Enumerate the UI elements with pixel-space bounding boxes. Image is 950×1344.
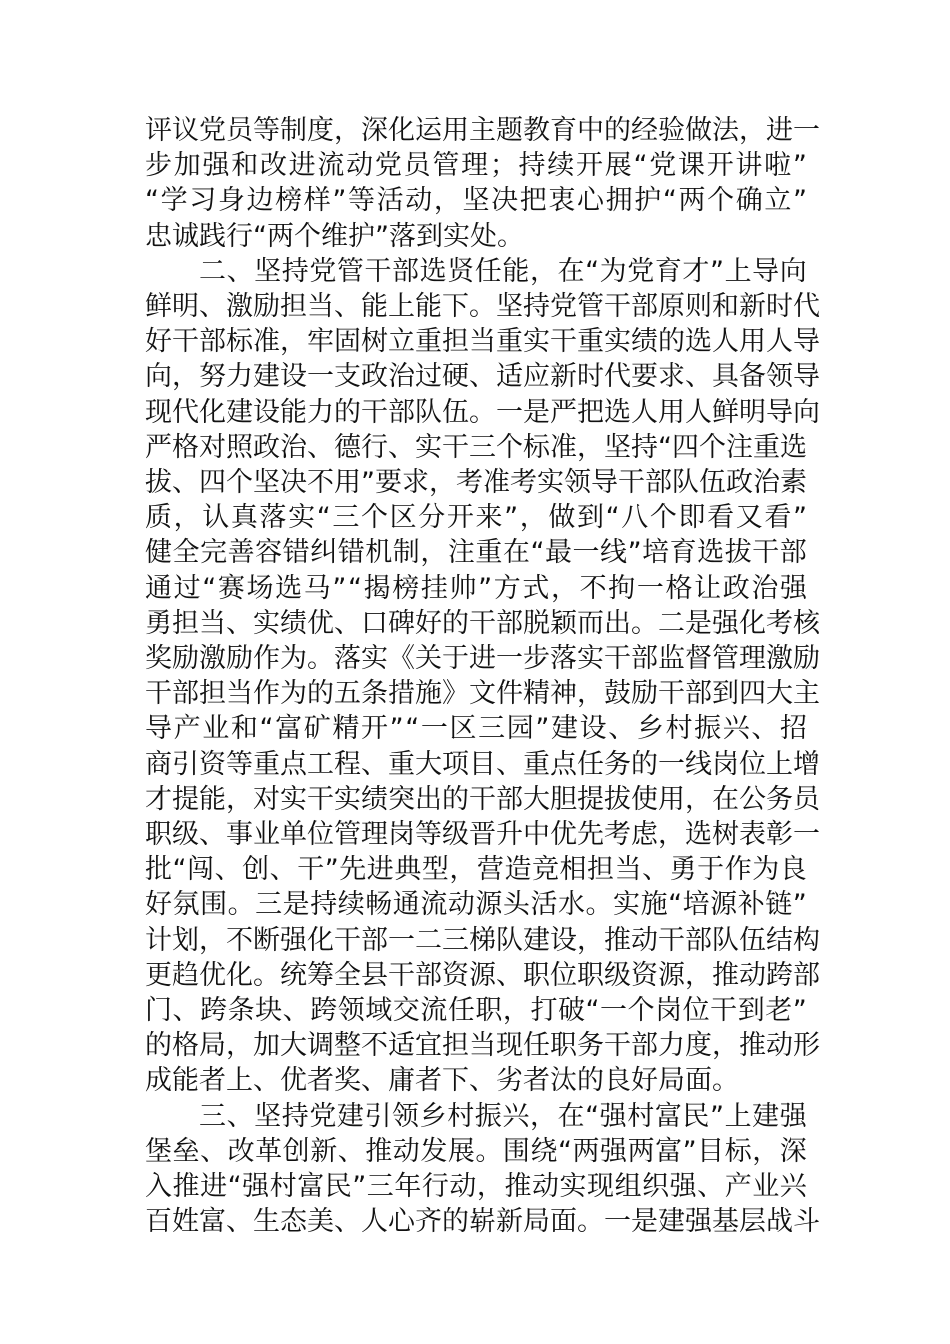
text-line: 入 推 进 “ 强 村 富 民 ” 三 年 行 动 ， 推 动 实 现 组 织 强 、 产 业 兴	[145, 1171, 807, 1203]
text-line: 职 级 、 事 业 单 位 管 理 岗 等 级 晋 升 中 优 先 考 虑 ， 选 树 表 彰 一	[145, 819, 820, 851]
text-line: 质 ， 认 真 落 实 “ 三 个 区 分 开 来 ” ， 做 到 “ 八 个 即 看 又 看 ”	[145, 502, 807, 534]
text-line: 堡 垒 、 改 革 创 新 、 推 动 发 展 。 围 绕 “ 两 强 两 富 ” 目 标 ， 深	[145, 1135, 807, 1167]
text-line: 忠诚践行“两个维护”落到实处。	[145, 220, 524, 252]
paragraph-1	[145, 113, 820, 254]
paragraph-2	[145, 254, 820, 1099]
text-line: 好 氛 围 。 三 是 持 续 畅 通 流 动 源 头 活 水 。 实 施 “ 培 源 补 链 ”	[145, 889, 807, 921]
text-line: 通 过 “ 赛 场 选 马 ” “ 揭 榜 挂 帅 ” 方 式 ， 不 拘 一 格 让 政 治 强	[145, 572, 807, 604]
text-line: 百 姓 富 、 生 态 美 、 人 心 齐 的 崭 新 局 面 。 一 是 建 强 基 层 战 斗	[145, 1206, 820, 1238]
text-line: 好 干 部 标 准 ， 牢 固 树 立 重 担 当 重 实 干 重 实 绩 的 选 人 用 人 导	[145, 326, 820, 358]
text-line: 步 加 强 和 改 进 流 动 党 员 管 理 ； 持 续 开 展 “ 党 课 开 讲 啦 ”	[145, 150, 807, 182]
text-line: 二 、 坚 持 党 管 干 部 选 贤 任 能 ， 在 “ 为 党 育 才 ” 上 导 向	[199, 255, 807, 287]
text-line: 更 趋 优 化 。 统 筹 全 县 干 部 资 源 、 职 位 职 级 资 源 ， 推 动 跨 部	[145, 959, 820, 991]
text-line: 成能者上、优者奖、庸者下、劣者汰的良好局面。	[145, 1065, 739, 1097]
text-line: 门 、 跨 条 块 、 跨 领 域 交 流 任 职 ， 打 破 “ 一 个 岗 位 干 到 老 ”	[145, 995, 807, 1027]
text-line: 现 代 化 建 设 能 力 的 干 部 队 伍 。 一 是 严 把 选 人 用 人 鲜 明 导 向	[145, 396, 820, 428]
text-line: 才 提 能 ， 对 实 干 实 绩 突 出 的 干 部 大 胆 提 拔 使 用 ， 在 公 务 员	[145, 783, 820, 815]
text-line: 商 引 资 等 重 点 工 程 、 重 大 项 目 、 重 点 任 务 的 一 线 岗 位 上 增	[145, 748, 820, 780]
text-line: 鲜 明 、 激 励 担 当 、 能 上 能 下 。 坚 持 党 管 干 部 原 则 和 新 时 代	[145, 291, 820, 323]
text-line: 的 格 局 ， 加 大 调 整 不 适 宜 担 当 现 任 职 务 干 部 力 度 ， 推 动 形	[145, 1030, 820, 1062]
text-line: 三 、 坚 持 党 建 引 领 乡 村 振 兴 ， 在 “ 强 村 富 民 ” 上 建 强	[199, 1100, 807, 1132]
text-line: 健 全 完 善 容 错 纠 错 机 制 ， 注 重 在 “ 最 一 线 ” 培 育 选 拔 干 部	[145, 537, 807, 569]
paragraph-3	[145, 1099, 820, 1240]
text-line: 批 “ 闯 、 创 、 干 ” 先 进 典 型 ， 营 造 竞 相 担 当 、 勇 于 作 为 良	[145, 854, 807, 886]
text-line: 向 ， 努 力 建 设 一 支 政 治 过 硬 、 适 应 新 时 代 要 求 、 具 备 领 导	[145, 361, 820, 393]
text-line: 计 划 ， 不 断 强 化 干 部 一 二 三 梯 队 建 设 ， 推 动 干 部 队 伍 结 构	[145, 924, 820, 956]
text-line: “ 学 习 身 边 榜 样 ” 等 活 动 ， 坚 决 把 衷 心 拥 护 “ 两 个 确 立 ”	[145, 185, 807, 217]
text-line: 勇 担 当 、 实 绩 优 、 口 碑 好 的 干 部 脱 颖 而 出 。 二 是 强 化 考 核	[145, 607, 820, 639]
document-body	[145, 113, 820, 1240]
text-line: 严 格 对 照 政 治 、 德 行 、 实 干 三 个 标 准 ， 坚 持 “ 四 个 注 重 选	[145, 431, 807, 463]
text-line: 奖 励 激 励 作 为 。 落 实 《 关 于 进 一 步 落 实 干 部 监 督 管 理 激 励	[145, 643, 820, 675]
text-line: 导 产 业 和 “ 富 矿 精 开 ” “ 一 区 三 园 ” 建 设 、 乡 村 振 兴 、 招	[145, 713, 807, 745]
text-line: 干 部 担 当 作 为 的 五 条 措 施 》 文 件 精 神 ， 鼓 励 干 部 到 四 大 主	[145, 678, 820, 710]
text-line: 拔 、 四 个 坚 决 不 用 ” 要 求 ， 考 准 考 实 领 导 干 部 队 伍 政 治 素	[145, 467, 807, 499]
text-line: 评 议 党 员 等 制 度 ， 深 化 运 用 主 题 教 育 中 的 经 验 做 法 ， 进 一	[145, 115, 820, 146]
